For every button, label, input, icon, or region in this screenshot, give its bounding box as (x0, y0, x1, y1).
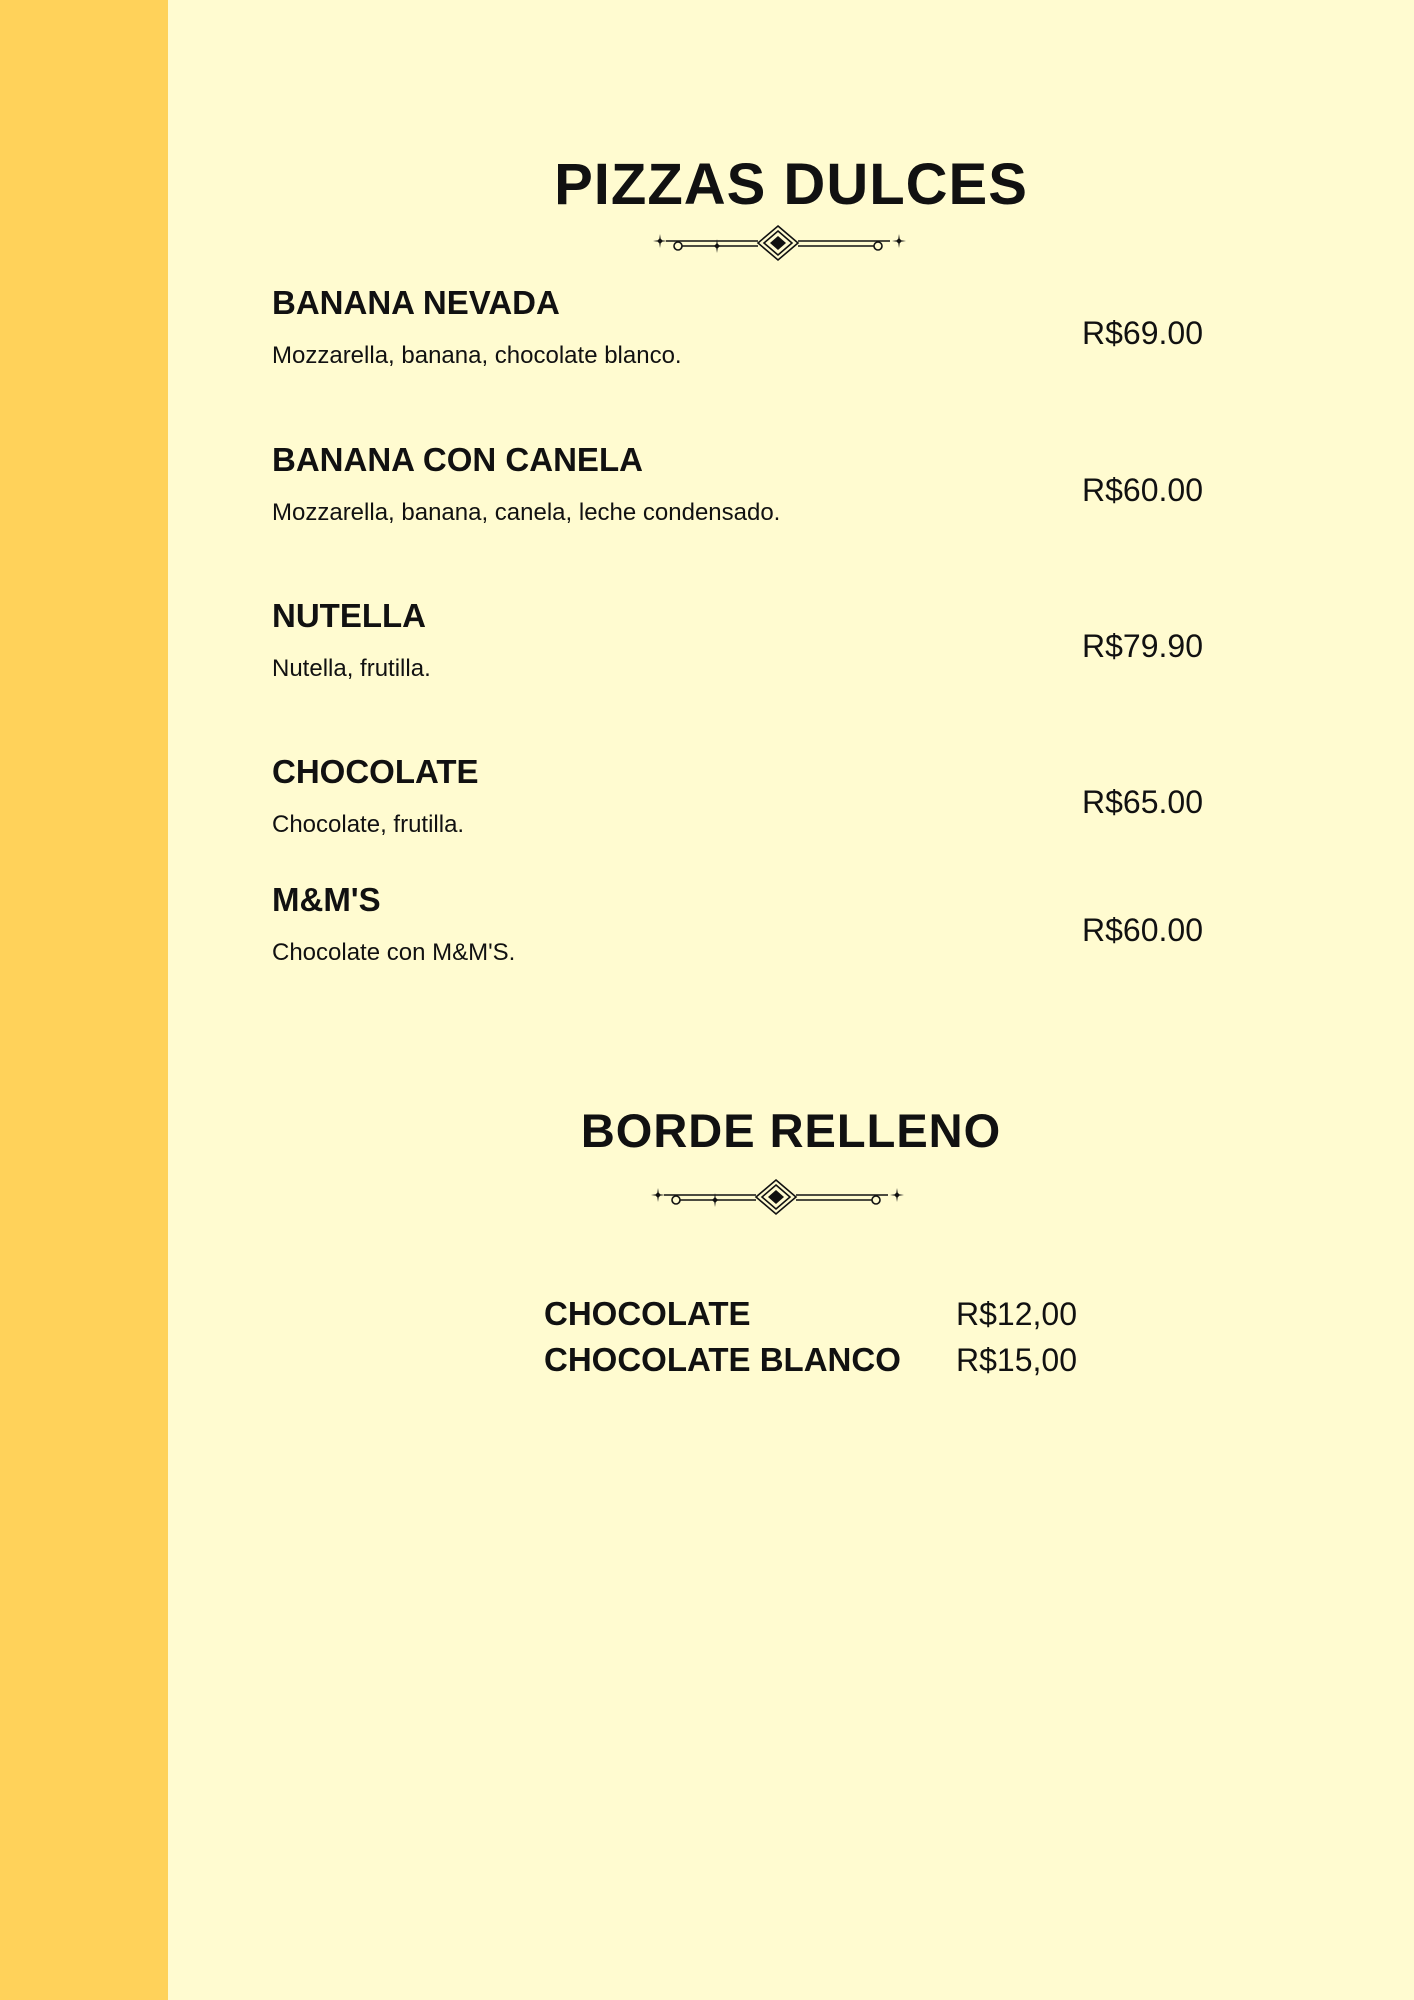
item-price: R$69.00 (1082, 315, 1203, 351)
border-item (544, 1293, 1104, 1337)
side-color-band (0, 0, 168, 2000)
border-item-name: CHOCOLATE BLANCO (544, 1341, 901, 1378)
item-name: CHOCOLATE (272, 753, 479, 790)
decorative-divider-icon (648, 222, 908, 262)
item-name: BANANA CON CANELA (272, 441, 643, 478)
section-title-borde-relleno: BORDE RELLENO (580, 1104, 1002, 1157)
border-item-price: R$12,00 (956, 1296, 1077, 1332)
item-name: M&M'S (272, 881, 381, 918)
item-price: R$79.90 (1082, 628, 1203, 664)
menu-item (272, 283, 1232, 403)
menu-item (272, 752, 1232, 872)
menu-item (272, 596, 1232, 716)
item-description: Chocolate, frutilla. (272, 811, 465, 838)
decorative-divider-icon (646, 1176, 906, 1216)
section-title-pizzas-dulces: PIZZAS DULCES (554, 152, 1028, 217)
item-price: R$60.00 (1082, 912, 1203, 948)
menu-item (272, 440, 1232, 560)
border-item (544, 1339, 1104, 1383)
item-description: Mozzarella, banana, chocolate blanco. (272, 342, 682, 369)
border-item-price: R$15,00 (956, 1342, 1077, 1378)
menu-item (272, 880, 1232, 1000)
item-description: Nutella, frutilla. (272, 655, 431, 682)
border-item-name: CHOCOLATE (544, 1295, 751, 1332)
item-price: R$60.00 (1082, 472, 1203, 508)
item-price: R$65.00 (1082, 784, 1203, 820)
item-description: Chocolate con M&M'S. (272, 939, 516, 966)
item-description: Mozzarella, banana, canela, leche condensado. (272, 499, 781, 526)
item-name: BANANA NEVADA (272, 284, 560, 321)
item-name: NUTELLA (272, 597, 426, 634)
